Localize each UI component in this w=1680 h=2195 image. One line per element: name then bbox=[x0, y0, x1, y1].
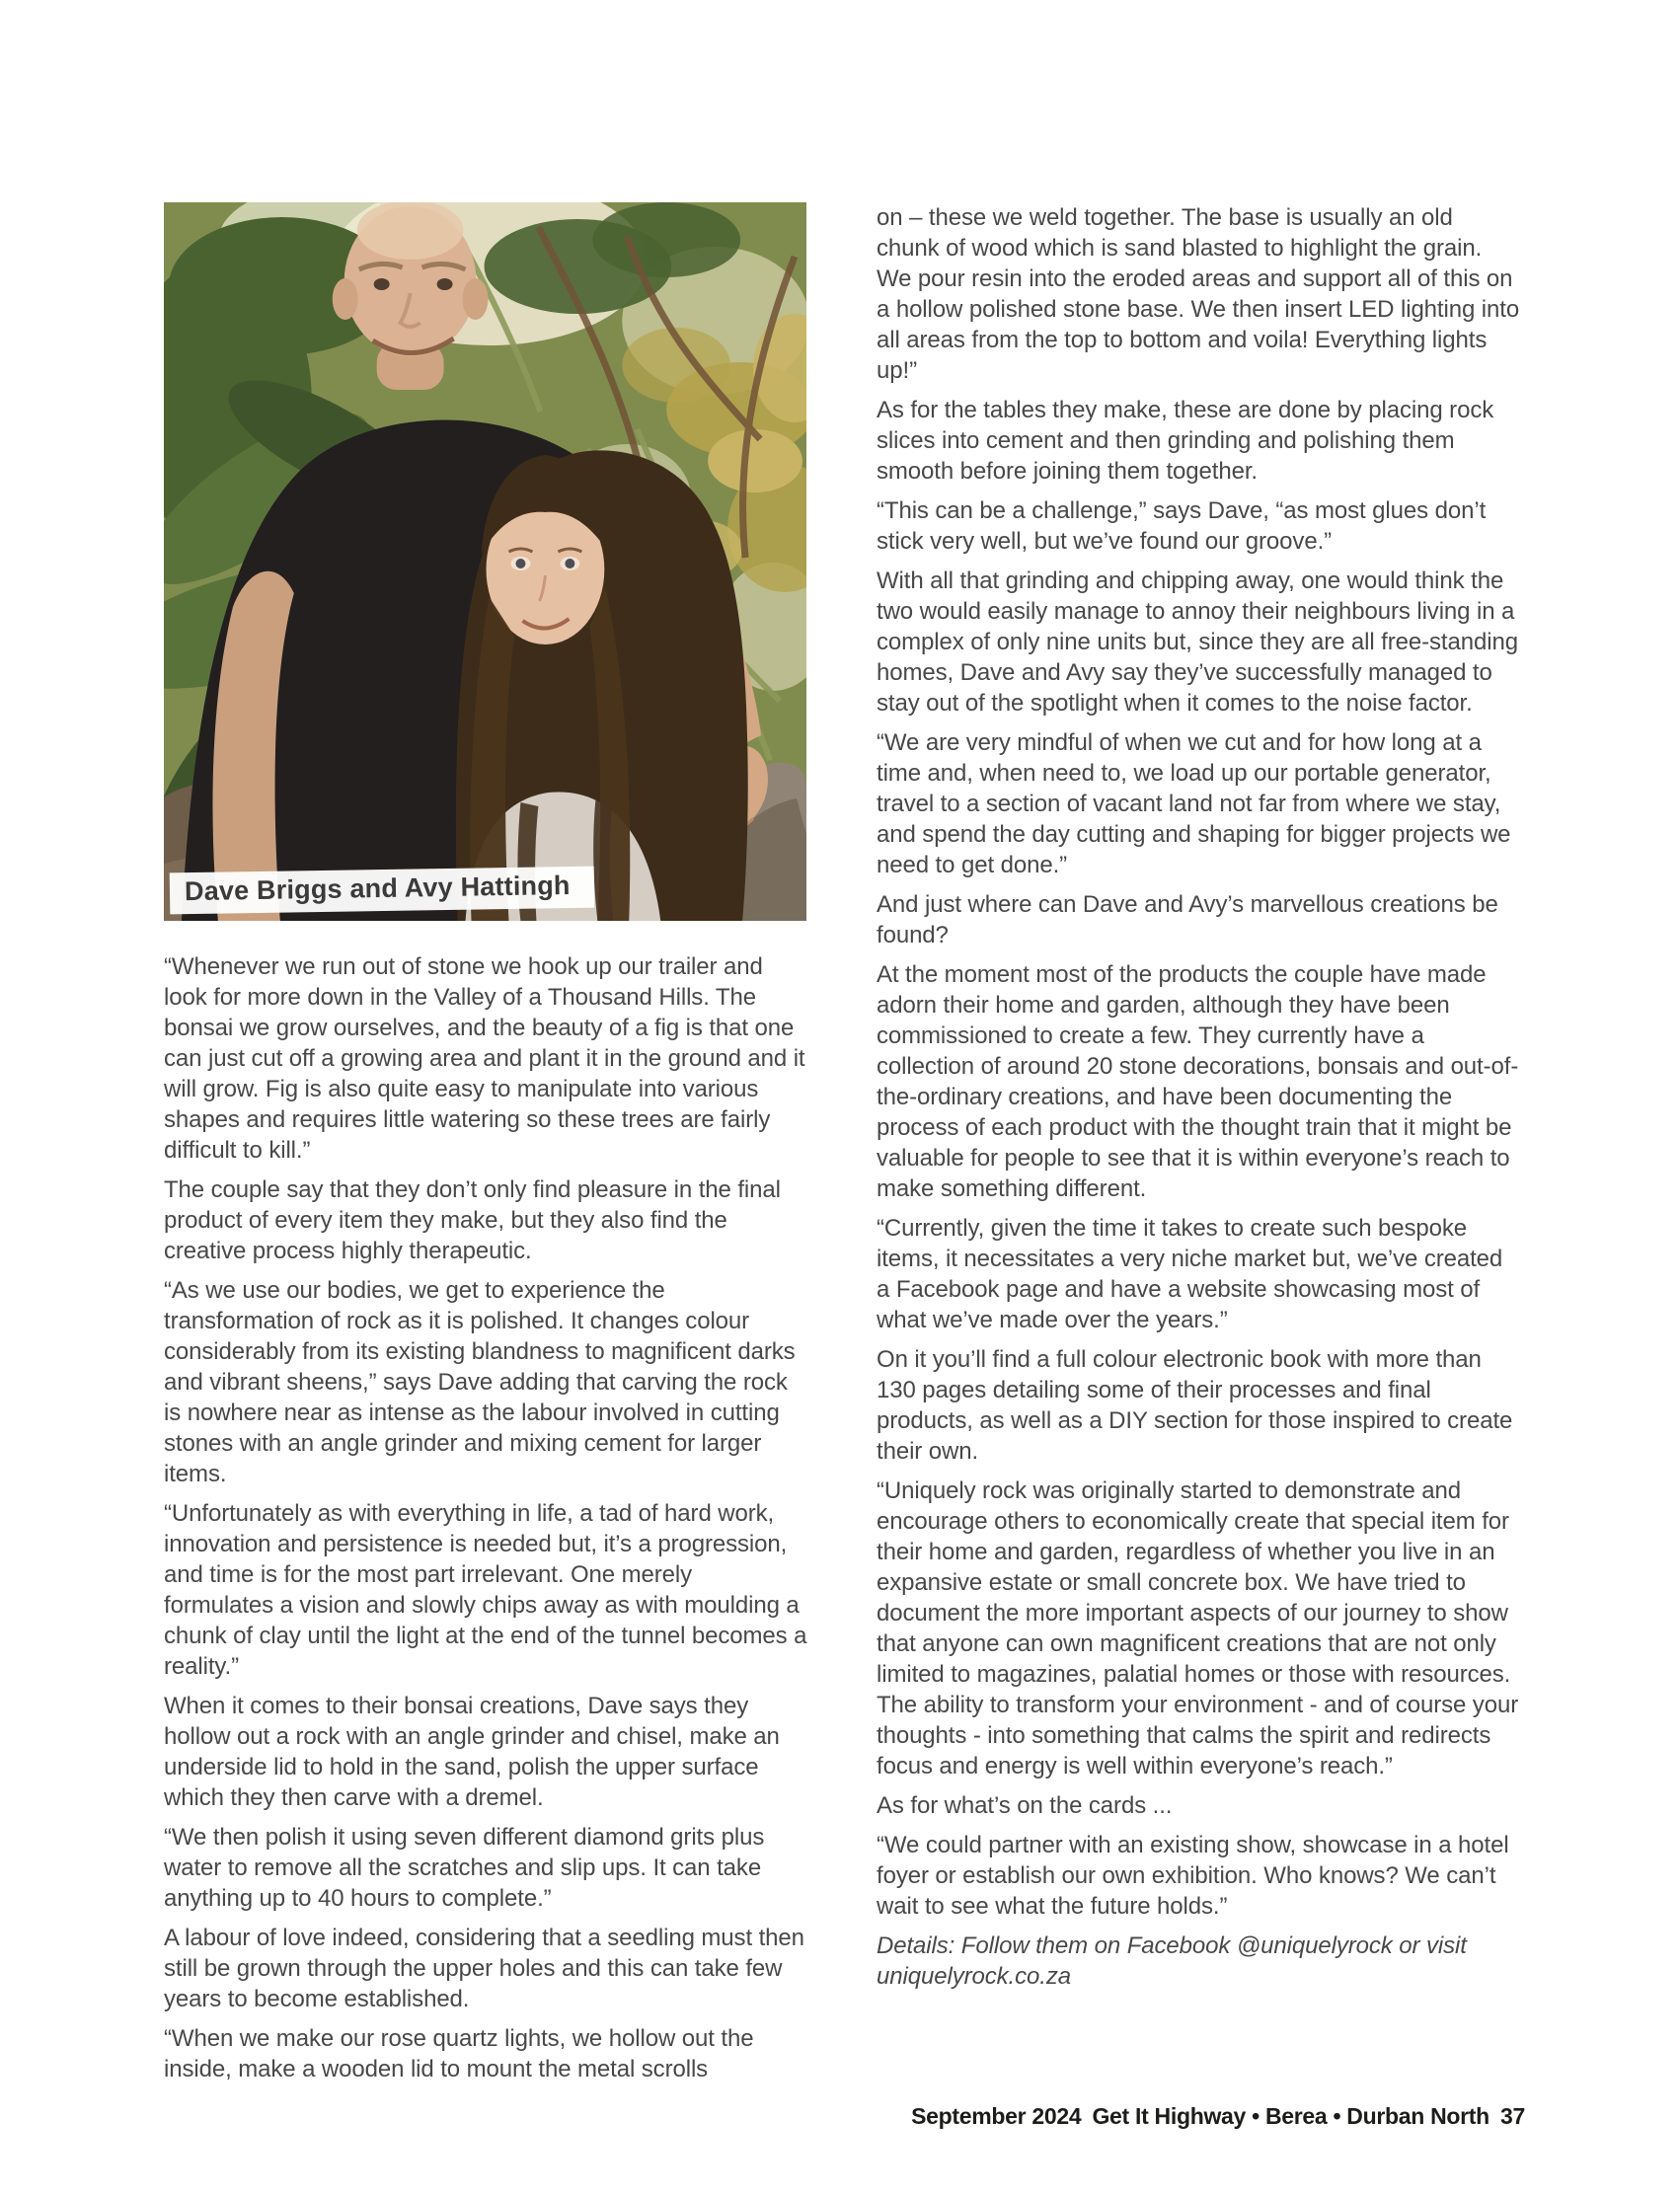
footer-date: September 2024 bbox=[911, 2103, 1082, 2129]
article-paragraph: “When we make our rose quartz lights, we hollow out the inside, make a wooden lid to mount the metal scrolls bbox=[164, 2025, 754, 2082]
article-paragraph: on – these we weld together. The base is usually an old chunk of wood which is sand blasted to highlight the grain. We pour resin into the eroded areas and support all of this on a hollow polished stone base. We then insert LED lighting into all areas from the top to bottom and voila! Everything lights up!” bbox=[877, 204, 1520, 384]
article-paragraph: A labour of love indeed, considering that a seedling must then still be grown through the upper holes and this can take few years to become established. bbox=[164, 1925, 804, 2012]
article-paragraph: “Whenever we run out of stone we hook up our trailer and look for more down in the Valley of a Thousand Hills. The bonsai we grow ourselves, and the beauty of a fig is that one can just cut off a growing area and plant it in the ground and it will grow. Fig is also quite easy to manipulate into various shapes and requires little watering so these trees are fairly difficult to kill.” bbox=[164, 953, 805, 1164]
article-column-left bbox=[164, 951, 807, 2093]
page-footer bbox=[911, 2103, 1525, 2130]
article-paragraph: “As we use our bodies, we get to experience the transformation of rock as it is polished. It changes colour considerably from its existing blandness to magnificent darks and vibrant sheens,” says Dave adding that carving the rock is nowhere near as intense as the labour involved in cutting stones with an angle grinder and mixing cement for larger items. bbox=[164, 1277, 796, 1487]
article-photo bbox=[164, 202, 806, 921]
footer-title: Get It Highway • Berea • Durban North bbox=[1092, 2103, 1489, 2129]
article-paragraph: “Uniquely rock was originally started to demonstrate and encourage others to economically create that special item for their home and garden, regardless of whether you live in an expansive estate or small concrete box. We have tried to document the more important aspects of our journey to show that anyone can own magnificent creations that are not only limited to magazines, palatial homes or those with resources. The ability to transform your environment - and of course your thoughts - into something that calms the spirit and redirects focus and energy is well within everyone’s reach.” bbox=[877, 1477, 1519, 1779]
photo-caption: Dave Briggs and Avy Hattingh bbox=[170, 867, 594, 915]
article-paragraph: When it comes to their bonsai creations, Dave says they hollow out a rock with an angle grinder and chisel, make an underside lid to hold in the sand, polish the upper surface which they then carve with a dremel. bbox=[164, 1693, 780, 1811]
article-paragraph: And just where can Dave and Avy’s marvellous creations be found? bbox=[877, 891, 1498, 948]
article-column-right bbox=[877, 202, 1520, 2001]
article-paragraph: At the moment most of the products the couple have made adorn their home and garden, although they have been commissioned to create a few. They currently have a collection of around 20 stone decorations, bonsais and out-of-the-ordinary creations, and have been documenting the process of each product with the thought train that it might be valuable for people to see that it is within everyone’s reach to make something different. bbox=[877, 961, 1519, 1202]
article-paragraph: “We then polish it using seven different diamond grits plus water to remove all the scratches and slip ups. It can take anything up to 40 hours to complete.” bbox=[164, 1824, 765, 1912]
article-paragraph: As for what’s on the cards ... bbox=[877, 1792, 1173, 1819]
article-paragraph: “Currently, given the time it takes to create such bespoke items, it necessitates a very niche market but, we’ve created a Facebook page and have a website showcasing most of what we’ve made over the years.” bbox=[877, 1215, 1503, 1333]
garden-couple-photo-illustration bbox=[164, 202, 806, 921]
article-paragraph: The couple say that they don’t only find pleasure in the final product of every item they make, but they also find the creative process highly therapeutic. bbox=[164, 1176, 781, 1264]
details-paragraph: Details: Follow them on Facebook @uniquelyrock or visit uniquelyrock.co.za bbox=[877, 1932, 1467, 1990]
article-paragraph: As for the tables they make, these are done by placing rock slices into cement and then grinding and polishing them smooth before joining them together. bbox=[877, 397, 1494, 485]
article-paragraph: “This can be a challenge,” says Dave, “as most glues don’t stick very well, but we’ve found our groove.” bbox=[877, 497, 1487, 555]
article-paragraph: “Unfortunately as with everything in life, a tad of hard work, innovation and persistence is needed but, it’s a progression, and time is for the most part irrelevant. One merely formulates a vision and slowly chips away as with moulding a chunk of clay until the light at the end of the tunnel becomes a reality.” bbox=[164, 1500, 807, 1680]
article-paragraph: “We are very mindful of when we cut and for how long at a time and, when need to, we load up our portable generator, travel to a section of vacant land not far from where we stay, and spend the day cutting and shaping for bigger projects we need to get done.” bbox=[877, 729, 1511, 878]
footer-page-number: 37 bbox=[1500, 2103, 1525, 2129]
article-paragraph: “We could partner with an existing show, showcase in a hotel foyer or establish our own exhibition. Who knows? We can’t wait to see what the future holds.” bbox=[877, 1832, 1509, 1920]
article-paragraph: With all that grinding and chipping away, one would think the two would easily manage to annoy their neighbours living in a complex of only nine units but, since they are all free-standing homes, Dave and Avy say they’ve successfully managed to stay out of the spotlight when it comes to the noise factor. bbox=[877, 568, 1518, 717]
article-paragraph: On it you’ll find a full colour electronic book with more than 130 pages detailing some of their processes and final products, as well as a DIY section for those inspired to create their own. bbox=[877, 1346, 1513, 1465]
